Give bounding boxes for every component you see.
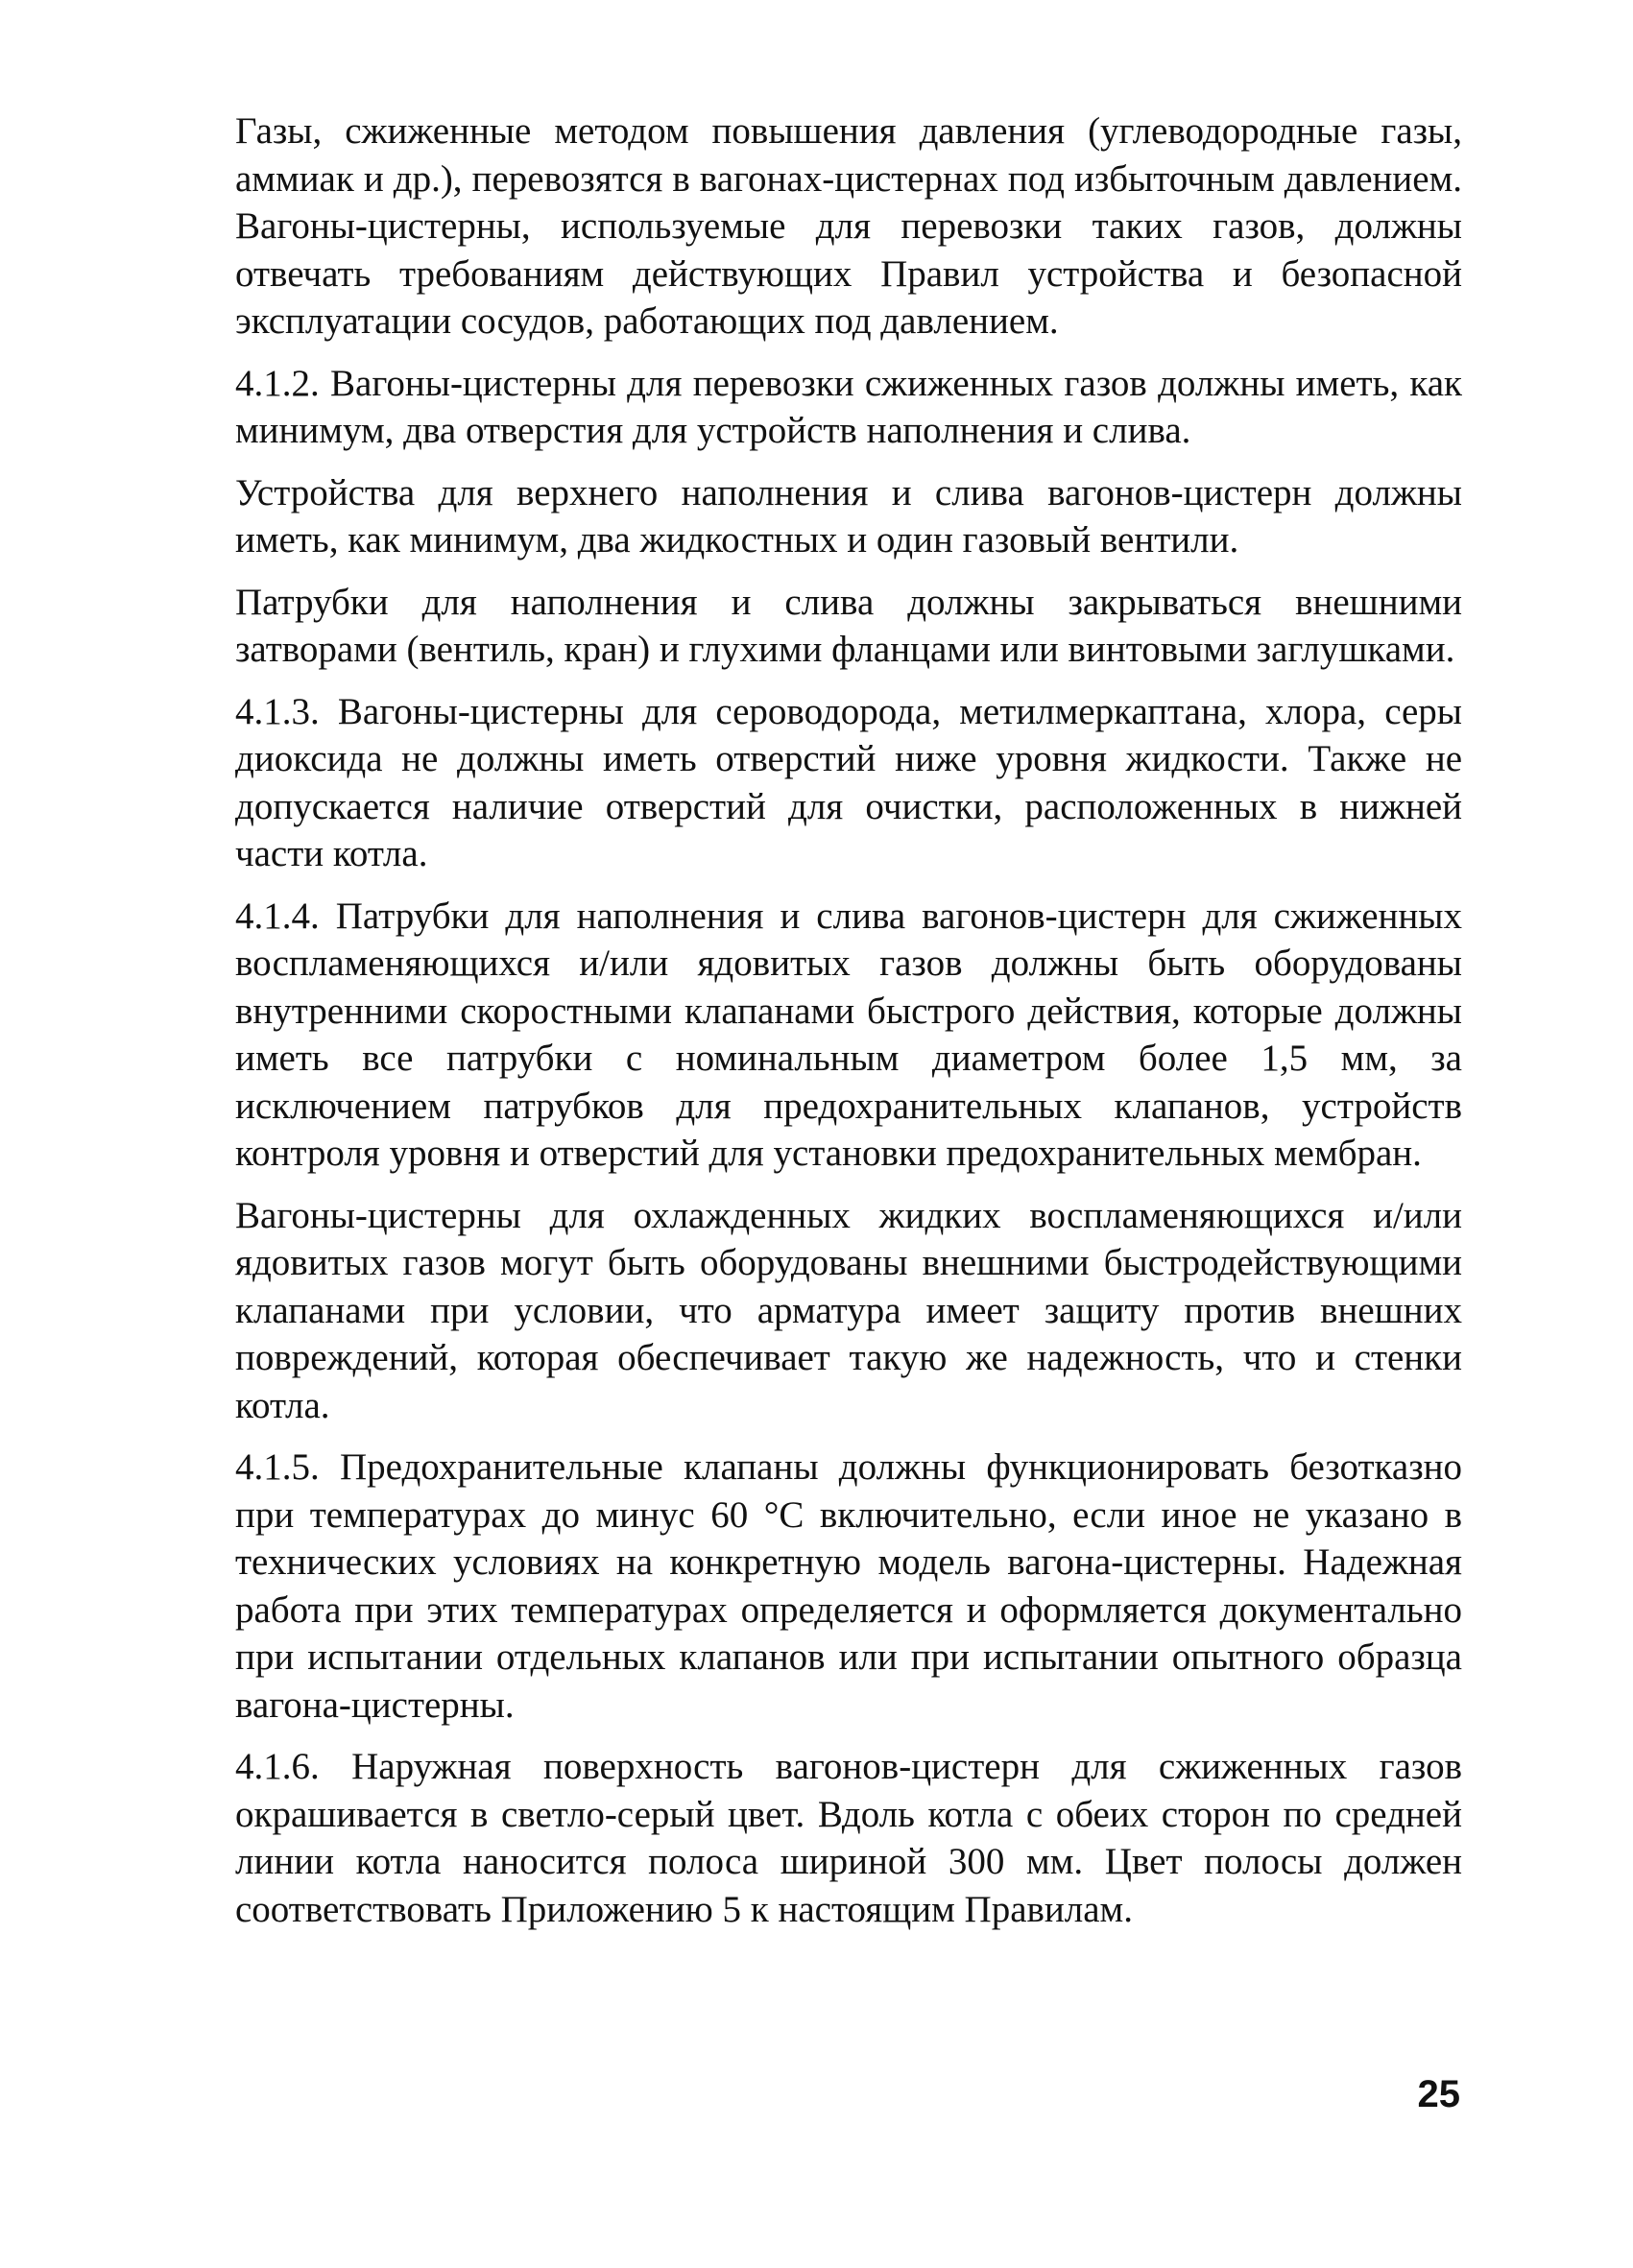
paragraph-8: 4.1.5. Предохранительные клапаны должны функционировать безотказно при температурах до минус 60 °С включительно, если иное не указано в технических условиях на конкретную модель вагона-цистерны. Надежная работа при этих температурах определяется и оформляется документально при испытании отдельных клапанов или при испытании опытного образца вагона-цистерны. (235, 1446, 1462, 1726)
paragraph-5: 4.1.3. Вагоны-цистерны для сероводорода, метилмеркаптана, хлора, серы диоксида не должны иметь отверстий ниже уровня жидкости. Также не допускается наличие отверстий для очистки, расположенных в нижней части котла. (235, 690, 1462, 874)
paragraph-1: Газы, сжиженные методом повышения давления (углеводородные газы, аммиак и др.), перевозятся в вагонах-цистернах под избыточным давлением. Вагоны-цистерны, используемые для перевозки таких газов, должны отвечать требованиям действующих Правил устройства и безопасной эксплуатации сосудов, работающих под давлением. (235, 110, 1462, 342)
page-number: 25 (1417, 2073, 1460, 2115)
paragraph-9: 4.1.6. Наружная поверхность вагонов-цистерн для сжиженных газов окрашивается в светло-серый цвет. Вдоль котла с обеих сторон по средней линии котла наносится полоса шириной 300 мм. Цвет полосы должен соответствовать Приложению 5 к настоящим Правилам. (235, 1746, 1462, 1930)
paragraph-7: Вагоны-цистерны для охлажденных жидких воспламеняющихся и/или ядовитых газов могут быть оборудованы внешними быстродействующими клапанами при условии, что арматура имеет защиту против внешних повреждений, которая обеспечивает такую же надежность, что и стенки котла. (235, 1194, 1462, 1426)
body-text (235, 107, 1462, 1947)
paragraph-2: 4.1.2. Вагоны-цистерны для перевозки сжиженных газов должны иметь, как минимум, два отверстия для устройств наполнения и слива. (235, 362, 1462, 451)
paragraph-4: Патрубки для наполнения и слива должны закрываться внешними затворами (вентиль, кран) и глухими фланцами или винтовыми заглушками. (235, 581, 1462, 670)
paragraph-3: Устройства для верхнего наполнения и слива вагонов-цистерн должны иметь, как минимум, два жидкостных и один газовый вентили. (235, 471, 1462, 561)
paragraph-6: 4.1.4. Патрубки для наполнения и слива вагонов-цистерн для сжиженных воспламеняющихся и/или ядовитых газов должны быть оборудованы внутренними скоростными клапанами быстрого действия, которые должны иметь все патрубки с номинальным диаметром более 1,5 мм, за исключением патрубков для предохранительных клапанов, устройств контроля уровня и отверстий для установки предохранительных мембран. (235, 895, 1462, 1174)
